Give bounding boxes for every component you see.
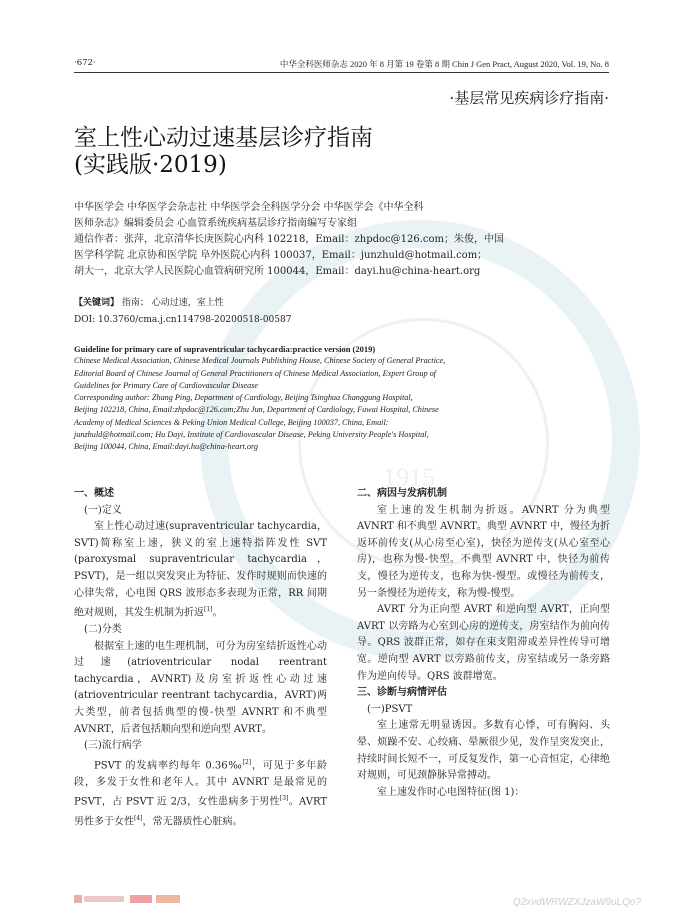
paragraph-definition <box>74 519 327 622</box>
paragraph-text: 室上性心动过速(supraventricular tachycardia，SVT)简称室上速，狭义的室上速特指阵发性 SVT (paroxysmal supraventricular tachycardia，PSVT)，是一组以突发突止为特征、发作时规则而快速的心律失常，心电图 QRS 波形态多表现为正常，RR 间期绝对规则，其发生机制为折返 <box>74 521 327 619</box>
publisher-logo <box>74 893 184 905</box>
subheading-psvt: (一)PSVT <box>367 703 413 715</box>
subheading-epidemiology: (三)流行病学 <box>84 740 142 752</box>
author-line: 医师杂志》编辑委员会 心血管系统疾病基层诊疗指南编写专家组 <box>74 218 358 229</box>
keywords-block <box>74 295 291 329</box>
section-heading-diagnosis: 三、诊断与病情评估 <box>357 687 447 699</box>
citation-ref[interactable]: [2] <box>242 758 252 766</box>
paragraph-mechanism: 室上速的发生机制为折返。AVNRT 分为典型 AVNRT 和不典型 AVNRT。典型 AVNRT 中，慢径为折返环前传支(从心房至心室)，快径为逆传支(从心室至心房)，也称为慢-快型。不典型 AVNRT 中，快径为前传支，慢径为逆传支，也称为快-慢型。或慢径为前传支，另一条慢径为逆传支，称为慢-慢型。 <box>357 504 610 599</box>
author-block <box>74 200 619 280</box>
title-line-2: (实践版·2019) <box>74 152 227 178</box>
correspondence-line: 医学科学院 北京协和医学院 阜外医院心内科 100037，Email：junzhuld@hotmail.com； <box>74 250 488 261</box>
subheading-definition: (一)定义 <box>84 504 122 516</box>
citation-ref[interactable]: [3] <box>279 795 289 803</box>
english-author-line: Guidelines for Primary Care of Cardiovascular Disease <box>74 380 259 390</box>
body-column-right <box>357 486 610 801</box>
english-correspondence-line: Corresponding author: Zhang Ping, Department of Cardiology, Beijing Tsinghua Changgung Hospital, <box>74 393 413 403</box>
english-correspondence-line: Academy of Medical Sciences & Peking Union Medical College, Beijing 100037, China, Email: <box>74 417 389 427</box>
footer-tracking-code: Q2xvdWRWZXJzaW9uLQo? <box>512 897 641 908</box>
paragraph-text: PSVT 的发病率约每年 0.36‰ <box>94 760 243 772</box>
seal-year: 1915 <box>383 463 435 492</box>
subheading-classification: (二)分类 <box>84 624 122 636</box>
paragraph-text: ，常无器质性心脏病。 <box>142 816 243 828</box>
body-column-left <box>74 486 327 831</box>
english-correspondence-line: Beijing 100044, China, Email:dayi.hu@china-heart.org <box>74 442 258 452</box>
doi: DOI: 10.3760/cma.j.cn114798-20200518-00587 <box>74 315 292 325</box>
english-author-line: Editorial Board of Chinese Journal of General Practitioners of Chinese Medical Association, Expert Group of <box>74 368 436 378</box>
paragraph-epidemiology <box>74 755 327 831</box>
section-heading-overview: 一、概述 <box>74 488 114 499</box>
section-heading-etiology: 二、病因与发病机制 <box>357 488 447 499</box>
author-line: 中华医学会 中华医学会杂志社 中华医学会全科医学分会 中华医学会《中华全科 <box>74 202 424 213</box>
paragraph-ecg-intro: 室上速发作时心电图特征(图 1)： <box>377 786 525 798</box>
correspondence-line: 胡大一，北京大学人民医院心血管病研究所 100044，Email：dayi.hu@china-heart.org <box>74 266 481 277</box>
paragraph-symptoms: 室上速常无明显诱因。多数有心悸，可有胸闷、头晕、烦躁不安、心绞痛、晕厥很少见，发作呈突发突止，持续时间长短不一，可反复发作，第一心音恒定，心律绝对规则，可见颈静脉异常搏动。 <box>357 720 610 782</box>
title-line-1: 室上性心动过速基层诊疗指南 <box>74 125 373 151</box>
paragraph-text: 。AVRT 男性多于女性 <box>74 796 328 828</box>
english-title: Guideline for primary care of supraventricular tachycardia:practice version (2019) <box>74 344 376 354</box>
journal-citation: 中华全科医师杂志 2020 年 8 月第 19 卷第 8 期 Chin J Gen Pract, August 2020, Vol. 19, No. 8 <box>279 59 609 69</box>
article-title <box>74 125 373 179</box>
english-abstract-block <box>74 343 614 454</box>
paragraph-text: 。 <box>212 607 223 619</box>
paragraph-avrt: AVRT 分为正向型 AVRT 和逆向型 AVRT，正向型 AVRT 以旁路为心室到心房的逆传支，房室结作为前向传导。QRS 波群正常，如存在束支阻滞或差异性传导可增宽。逆向型 AVRT 以旁路前传支，房室结或另一条旁路作为逆向传导。QRS 波群增宽。 <box>357 604 610 682</box>
keywords-label: 【关键词】 <box>74 298 120 308</box>
page-number: ·672· <box>74 58 96 68</box>
paragraph-text: ，可见于多年龄段，多发于女性和老年人。其中 AVNRT 是最常见的 PSVT，占 PSVT 近 2/3，女性患病多于男性 <box>74 760 327 808</box>
section-tag: ·基层常见疾病诊疗指南· <box>449 89 609 107</box>
citation-ref[interactable]: [1] <box>204 606 213 614</box>
english-author-line: Chinese Medical Association, Chinese Medical Journals Publishing House, Chinese Society of General Practice, <box>74 356 446 366</box>
english-correspondence-line: junzhuld@hotmail.com; Hu Dayi, Institute of Cardiovascular Disease, Peking University People's Hospital, <box>74 430 429 440</box>
english-correspondence-line: Beijing 102218, China, Email:zhpdoc@126.com;Zhu Jun, Department of Cardiology, Fuwai Hospital, Chinese <box>74 405 439 415</box>
citation-ref[interactable]: [4] <box>134 815 143 823</box>
correspondence-line: 通信作者：张萍，北京清华长庚医院心内科 102218，Email：zhpdoc@126.com；朱俊，中国 <box>74 234 504 245</box>
header-rule <box>74 72 609 73</box>
keywords-text: 指南； 心动过速，室上性 <box>121 298 224 308</box>
paragraph-classification: 根据室上速的电生理机制，可分为房室结折返性心动过速(atrioventricular nodal reentrant tachycardia，AVNRT)及房室折返性心动过速(atrioventricular reentrant tachycardia，AVRT)两大类型，前者包括典型的慢-快型 AVNRT 和不典型 AVNRT，后者包括顺向型和逆向型 AVRT。 <box>74 640 327 735</box>
